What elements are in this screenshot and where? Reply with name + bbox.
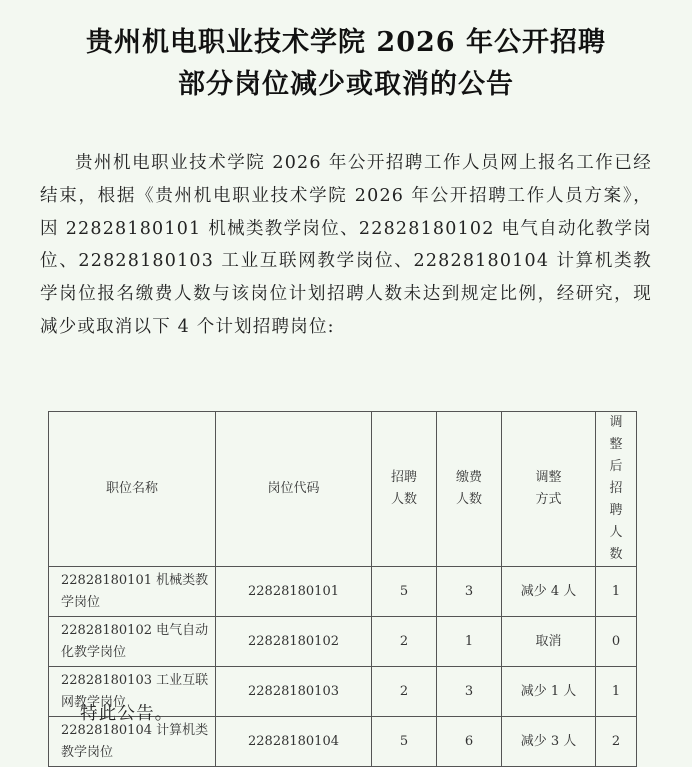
header-after-count: 调整后招聘人数 bbox=[596, 412, 637, 567]
cell-plan-count: 2 bbox=[372, 667, 437, 717]
table-row bbox=[49, 617, 637, 667]
cell-position-name: 22828180102 电气自动化教学岗位 bbox=[49, 617, 216, 667]
cell-adjust-method: 取消 bbox=[502, 617, 596, 667]
cell-paid-count: 6 bbox=[437, 717, 502, 767]
cell-plan-count: 2 bbox=[372, 617, 437, 667]
cell-after-count: 1 bbox=[596, 667, 637, 717]
cell-position-name: 22828180103 工业互联网教学岗位 bbox=[49, 667, 216, 717]
cell-adjust-method: 减少 1 人 bbox=[502, 667, 596, 717]
cell-paid-count: 3 bbox=[437, 667, 502, 717]
table-row bbox=[49, 567, 637, 617]
cell-plan-count: 5 bbox=[372, 567, 437, 617]
header-plan-count: 招聘人数 bbox=[372, 412, 437, 567]
cell-adjust-method: 减少 3 人 bbox=[502, 717, 596, 767]
cell-after-count: 1 bbox=[596, 567, 637, 617]
cell-position-code: 22828180101 bbox=[216, 567, 372, 617]
notice-closing: 特此公告。 bbox=[80, 704, 174, 724]
cell-after-count: 2 bbox=[596, 717, 637, 767]
cell-position-name: 22828180104 计算机类教学岗位 bbox=[49, 717, 216, 767]
cell-plan-count: 5 bbox=[372, 717, 437, 767]
header-adjust-method: 调整方式 bbox=[502, 412, 596, 567]
cell-paid-count: 1 bbox=[437, 617, 502, 667]
cell-position-name: 22828180101 机械类教学岗位 bbox=[49, 567, 216, 617]
table-header-row bbox=[49, 412, 637, 567]
cell-after-count: 0 bbox=[596, 617, 637, 667]
cell-position-code: 22828180103 bbox=[216, 667, 372, 717]
notice-title-line2: 部分岗位减少或取消的公告 bbox=[178, 69, 514, 100]
notice-body-paragraph: 贵州机电职业技术学院 2026 年公开招聘工作人员网上报名工作已经结束，根据《贵州机电职业技术学院 2026 年公开招聘工作人员方案》，因 22828180101 机械类教学岗位、22828180102 电气自动化教学岗位、22828180103 工业互联网教学岗位、22828180104 计算机类教学岗位报名缴费人数与该岗位计划招聘人数未达到规定比例，经研究，现减少或取消以下 4 个计划招聘岗位: bbox=[40, 153, 652, 337]
cell-adjust-method: 减少 4 人 bbox=[502, 567, 596, 617]
notice-title-line1: 贵州机电职业技术学院 2026 年公开招聘 bbox=[86, 27, 606, 58]
header-paid-count: 缴费人数 bbox=[437, 412, 502, 567]
cell-position-code: 22828180104 bbox=[216, 717, 372, 767]
header-position-name: 职位名称 bbox=[49, 412, 216, 567]
cell-paid-count: 3 bbox=[437, 567, 502, 617]
cell-position-code: 22828180102 bbox=[216, 617, 372, 667]
header-position-code: 岗位代码 bbox=[216, 412, 372, 567]
